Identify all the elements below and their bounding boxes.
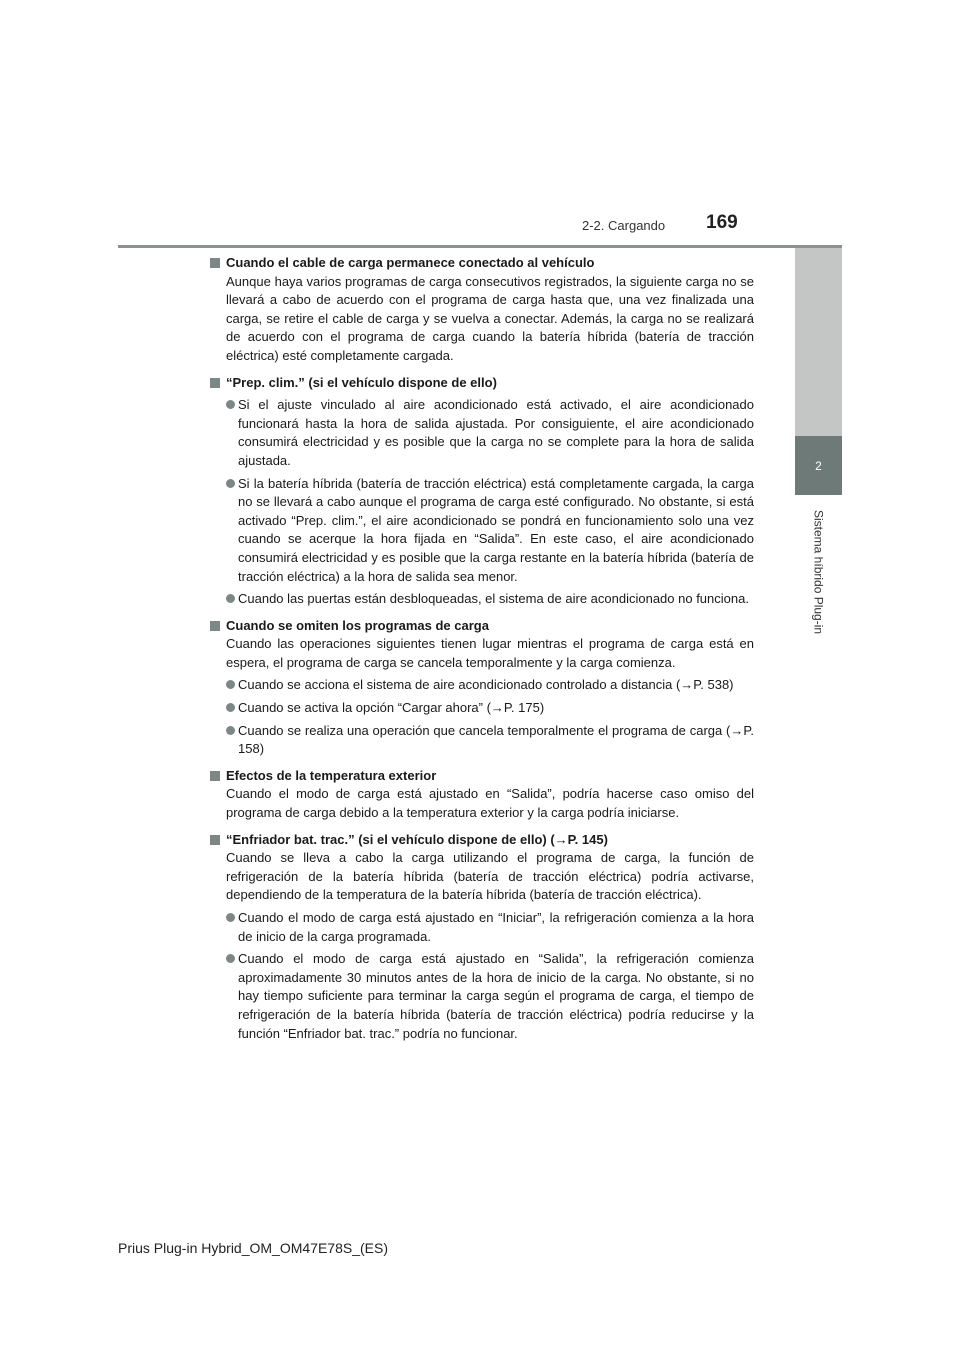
square-bullet-icon <box>210 258 220 268</box>
section-title-text: Cuando se omiten los programas de carga <box>226 617 489 633</box>
chapter-label <box>795 500 842 645</box>
circle-bullet-icon <box>226 703 235 712</box>
section-header: 2-2. Cargando <box>582 218 666 233</box>
bullet-text: Cuando el modo de carga está ajustado en “Iniciar”, la refrigeración comienza a la hora de inicio de la carga programada. <box>238 910 754 944</box>
bullet-item <box>210 676 754 695</box>
square-bullet-icon <box>210 835 220 845</box>
section-paragraph: Cuando se lleva a cabo la carga utilizando el programa de carga, la función de refrigeración de la batería híbrida (batería de tracción eléctrica) podría activarse, dependiendo de la temperatura de la batería híbrida (batería de tracción eléctrica). <box>226 850 754 903</box>
section-paragraph: Cuando las operaciones siguientes tienen lugar mientras el programa de carga está en espera, el programa de carga se cancela temporalmente y la carga comienza. <box>226 636 754 670</box>
section-charging-cable <box>210 254 754 366</box>
section-title <box>210 254 754 273</box>
page-content <box>210 254 754 1051</box>
section-battery-cooler <box>210 831 754 1044</box>
circle-bullet-icon <box>226 594 235 603</box>
circle-bullet-icon <box>226 479 235 488</box>
bullet-text: Cuando el modo de carga está ajustado en “Salida”, la refrigeración comienza aproximadamente 30 minutos antes de la hora de inicio de la carga. No obstante, si no hay tiempo suficiente para terminar la carga según el programa de carga, el tiempo de refrigeración de la batería híbrida (batería de tracción eléctrica) podría reducirse y la función “Enfriador bat. trac.” podría no funcionar. <box>238 951 754 1041</box>
section-title <box>210 374 754 393</box>
section-title <box>210 617 754 636</box>
bullet-item <box>210 909 754 946</box>
bullet-text: Cuando las puertas están desbloqueadas, el sistema de aire acondicionado no funciona. <box>238 591 749 607</box>
chapter-number: 2 <box>815 458 822 473</box>
bullet-item <box>210 699 754 718</box>
section-title-text: Cuando el cable de carga permanece conectado al vehículo <box>226 255 595 270</box>
section-prep-clim <box>210 374 754 609</box>
chapter-tab <box>795 436 842 495</box>
circle-bullet-icon <box>226 913 235 922</box>
bullet-text: Si el ajuste vinculado al aire acondicionado está activado, el aire acondicionado funcionará hasta la hora de salida ajustada. Por consiguiente, el aire acondicionado consumirá electricidad y es posible que la carga no se complete para la hora de salida ajustada. <box>238 397 754 468</box>
section-paragraph: Cuando el modo de carga está ajustado en “Salida”, podría hacerse caso omiso del programa de carga debido a la temperatura exterior y la carga podría iniciarse. <box>226 786 754 821</box>
header-rule <box>118 245 842 248</box>
section-outside-temperature <box>210 767 754 823</box>
square-bullet-icon <box>210 378 220 388</box>
circle-bullet-icon <box>226 954 235 963</box>
bullet-text: Si la batería híbrida (batería de tracción eléctrica) está completamente cargada, la carga no se llevará a cabo aunque el programa de carga esté configurado. No obstante, si está activado “Prep. clim.”, el aire acondicionado se pondrá en funcionamiento solo una vez cuando se acerque la hora fijada en “Salida”. En este caso, el aire acondicionado consumirá electricidad y es posible que la carga restante en la batería híbrida (batería de tracción eléctrica) a la hora de salida sea menor. <box>238 475 754 584</box>
page-number: 169 <box>706 212 738 233</box>
circle-bullet-icon <box>226 680 235 689</box>
section-title <box>210 831 754 850</box>
section-title-text: “Prep. clim.” (si el vehículo dispone de ello) <box>226 374 497 390</box>
circle-bullet-icon <box>226 726 235 735</box>
bullet-item <box>210 590 754 609</box>
section-omitted-programs <box>210 617 754 759</box>
bullet-text: Cuando se realiza una operación que cancela temporalmente el programa de carga (→P. 158) <box>238 722 754 757</box>
square-bullet-icon <box>210 621 220 631</box>
bullet-text: Cuando se acciona el sistema de aire acondicionado controlado a distancia (→P. 538) <box>238 677 734 693</box>
circle-bullet-icon <box>226 400 235 409</box>
section-title <box>210 767 754 786</box>
chapter-label-text: Sistema híbrido Plug-in <box>811 510 826 635</box>
bullet-item <box>210 722 754 759</box>
bullet-item <box>210 396 754 470</box>
section-paragraph: Aunque haya varios programas de carga consecutivos registrados, la siguiente carga no se llevará a cabo de acuerdo con el programa de carga hasta que, una vez finalizada una carga, se retire el cable de carga y se vuelva a conectar. Además, la carga no se realizará de acuerdo con el programa de carga cuando la batería híbrida (batería de tracción eléctrica) esté completamente cargada. <box>226 273 754 363</box>
side-strip <box>795 248 842 436</box>
square-bullet-icon <box>210 771 220 781</box>
bullet-text: Cuando se activa la opción “Cargar ahora” (→P. 175) <box>238 700 545 716</box>
footer-doc-id: Prius Plug-in Hybrid_OM_OM47E78S_(ES) <box>118 1240 388 1256</box>
section-title-text: Efectos de la temperatura exterior <box>226 767 437 783</box>
section-title-text: “Enfriador bat. trac.” (si el vehículo dispone de ello) (→P. 145) <box>226 831 608 847</box>
bullet-item <box>210 950 754 1043</box>
bullet-item <box>210 475 754 587</box>
